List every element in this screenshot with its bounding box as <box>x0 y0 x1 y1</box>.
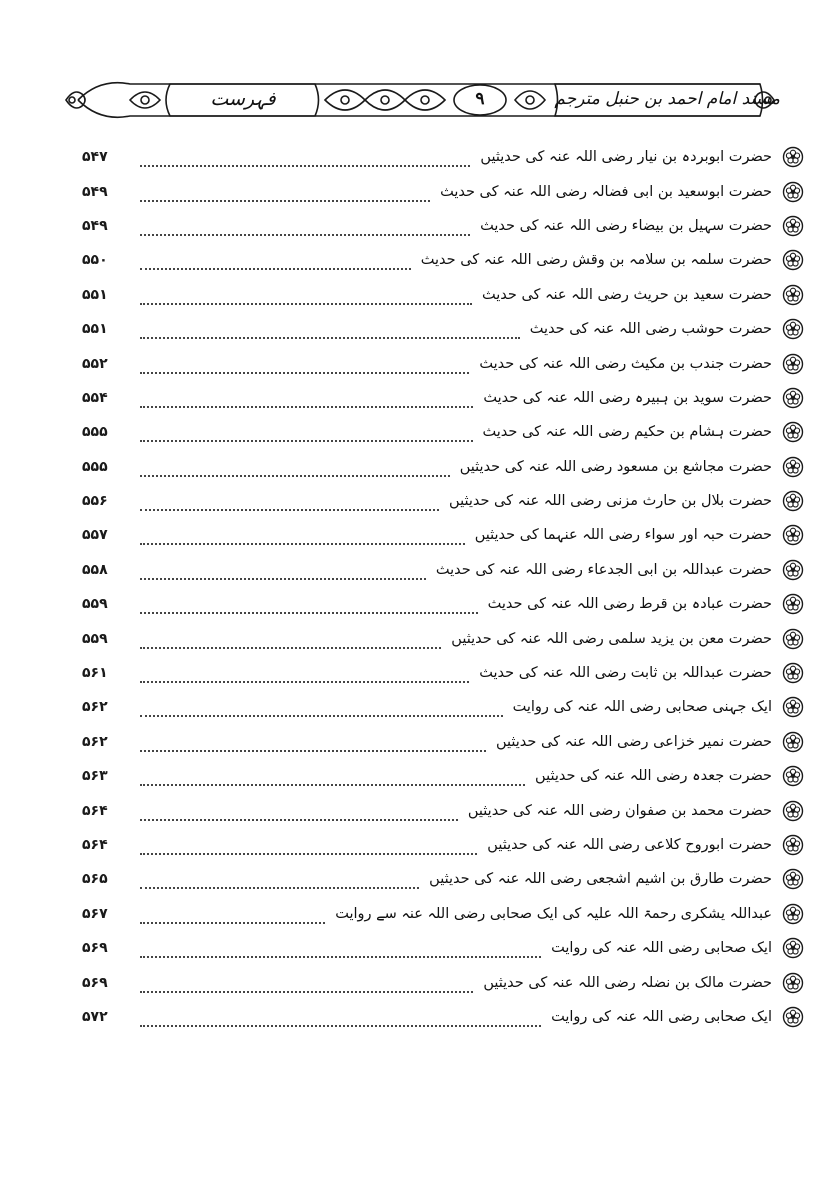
toc-entry-page: ۵۶۲ <box>82 733 108 750</box>
toc-entry-page: ۵۶۹ <box>82 940 108 957</box>
dot-leader <box>140 910 325 924</box>
toc-entry-title: حضرت سوید بن ہبیرہ رضی اللہ عنہ کی حدیث <box>483 389 772 406</box>
dot-leader <box>140 703 503 717</box>
flower-bullet-icon <box>782 421 804 443</box>
toc-entry[interactable] <box>82 897 804 931</box>
flower-bullet-icon <box>782 1006 804 1028</box>
toc-entry-page: ۵۴۹ <box>82 183 108 200</box>
dot-leader <box>140 291 472 305</box>
dot-leader <box>140 841 477 855</box>
dot-leader <box>140 463 450 477</box>
toc-entry-page: ۵۷۲ <box>82 1008 108 1025</box>
flower-bullet-icon <box>782 456 804 478</box>
flower-bullet-icon <box>782 868 804 890</box>
toc-entry[interactable] <box>82 209 804 243</box>
toc-entry-page: ۵۵۲ <box>82 355 108 372</box>
flower-bullet-icon <box>782 937 804 959</box>
dot-leader <box>140 153 470 167</box>
flower-bullet-icon <box>782 215 804 237</box>
toc-entry[interactable] <box>82 725 804 759</box>
page-header <box>60 70 780 130</box>
flower-bullet-icon <box>782 249 804 271</box>
flower-bullet-icon <box>782 903 804 925</box>
flower-bullet-icon <box>782 593 804 615</box>
toc-entry[interactable] <box>82 450 804 484</box>
dot-leader <box>140 256 411 270</box>
toc-entry-title: حضرت سعید بن حریث رضی اللہ عنہ کی حدیث <box>481 286 772 303</box>
toc-entry-title: ایک صحابی رضی اللہ عنہ کی روایت <box>551 940 772 957</box>
flower-bullet-icon <box>782 972 804 994</box>
toc-entry-title: حضرت ابوبردہ بن نیار رضی اللہ عنہ کی حدیثیں <box>480 149 772 166</box>
toc-entry[interactable] <box>82 759 804 793</box>
toc-entry-page: ۵۵۱ <box>82 321 108 338</box>
toc-entry-page: ۵۵۶ <box>82 493 108 510</box>
toc-entry[interactable] <box>82 793 804 827</box>
dot-leader <box>140 188 430 202</box>
toc-entry-title: حضرت عبداللہ بن ابی الجدعاء رضی اللہ عنہ کی حدیث <box>435 561 772 578</box>
toc-entry-title: حضرت جعدہ رضی اللہ عنہ کی حدیثیں <box>535 768 772 785</box>
dot-leader <box>140 875 419 889</box>
toc-entry-title: حضرت جندب بن مکیث رضی اللہ عنہ کی حدیث <box>479 355 772 372</box>
dot-leader <box>140 325 520 339</box>
toc-entry-title: حضرت ہشام بن حکیم رضی اللہ عنہ کی حدیث <box>482 424 772 441</box>
book-title: مسند امام احمد بن حنبل مترجم <box>554 89 780 109</box>
toc-entry[interactable] <box>82 243 804 277</box>
toc-entry[interactable] <box>82 278 804 312</box>
toc-entry[interactable] <box>82 415 804 449</box>
dot-leader <box>140 635 441 649</box>
dot-leader <box>140 807 458 821</box>
toc-entry-page: ۵۴۹ <box>82 217 108 234</box>
flower-bullet-icon <box>782 284 804 306</box>
toc-entry-page: ۵۶۲ <box>82 699 108 716</box>
flower-bullet-icon <box>782 800 804 822</box>
toc-entry-title: حضرت عبداللہ بن ثابت رضی اللہ عنہ کی حدیث <box>479 665 772 682</box>
toc-entry[interactable] <box>82 656 804 690</box>
dot-leader <box>140 738 486 752</box>
flower-bullet-icon <box>782 834 804 856</box>
toc-entry-title: حضرت ابوسعید بن ابی فضالہ رضی اللہ عنہ کی حدیث <box>440 183 772 200</box>
toc-entry-title: عبداللہ یشکری رحمۃ اللہ علیہ کی ایک صحابی رضی اللہ عنہ سے روایت <box>335 905 772 922</box>
toc-entry[interactable] <box>82 862 804 896</box>
flower-bullet-icon <box>782 524 804 546</box>
dot-leader <box>140 531 465 545</box>
toc-entry-page: ۵۶۱ <box>82 665 108 682</box>
toc-entry-page: ۵۶۴ <box>82 802 108 819</box>
flower-bullet-icon <box>782 318 804 340</box>
dot-leader <box>140 1013 541 1027</box>
toc-entry[interactable] <box>82 965 804 999</box>
toc-entry-page: ۵۶۴ <box>82 837 108 853</box>
flower-bullet-icon <box>782 662 804 684</box>
toc-entry[interactable] <box>82 484 804 518</box>
toc-entry[interactable] <box>82 587 804 621</box>
toc-entry-title: حضرت محمد بن صفوان رضی اللہ عنہ کی حدیثیں <box>467 802 772 819</box>
toc-entry-page: ۵۴۷ <box>82 149 108 166</box>
toc-entry-title: حضرت طارق بن اشیم اشجعی رضی اللہ عنہ کی حدیثیں <box>429 871 772 888</box>
flower-bullet-icon <box>782 731 804 753</box>
flower-bullet-icon <box>782 387 804 409</box>
toc-entry[interactable] <box>82 931 804 965</box>
toc-entry[interactable] <box>82 621 804 655</box>
toc-entry-title: حضرت ابوروح کلاعی رضی اللہ عنہ کی حدیثیں <box>487 837 772 853</box>
toc-entry-title: حضرت مجاشع بن مسعود رضی اللہ عنہ کی حدیثیں <box>459 458 772 475</box>
toc-entry-page: ۵۶۹ <box>82 974 108 991</box>
flower-bullet-icon <box>782 559 804 581</box>
toc-entry[interactable] <box>82 381 804 415</box>
toc-entry-page: ۵۵۹ <box>82 596 108 613</box>
toc-entry-page: ۵۶۵ <box>82 871 108 888</box>
toc-entry-title: حضرت حبہ اور سواء رضی اللہ عنہما کی حدیثیں <box>474 527 772 544</box>
toc-entry[interactable] <box>82 828 804 862</box>
toc-entry-title: ایک صحابی رضی اللہ عنہ کی روایت <box>551 1008 772 1025</box>
toc-entry[interactable] <box>82 518 804 552</box>
header-page-number: ۹ <box>475 89 485 109</box>
dot-leader <box>140 600 478 614</box>
flower-bullet-icon <box>782 353 804 375</box>
table-of-contents <box>82 140 804 1034</box>
toc-entry-page: ۵۵۹ <box>82 630 108 647</box>
toc-entry-page: ۵۵۸ <box>82 561 108 578</box>
toc-entry-page: ۵۵۱ <box>82 286 108 303</box>
dot-leader <box>140 566 426 580</box>
toc-entry-page: ۵۵۵ <box>82 458 108 475</box>
toc-entry[interactable] <box>82 690 804 724</box>
toc-entry[interactable] <box>82 312 804 346</box>
dot-leader <box>140 394 473 408</box>
dot-leader <box>140 428 473 442</box>
toc-entry[interactable] <box>82 140 804 174</box>
toc-entry-page: ۵۵۰ <box>82 252 108 269</box>
toc-entry-page: ۵۵۷ <box>82 527 108 544</box>
toc-entry-title: حضرت نمیر خزاعی رضی اللہ عنہ کی حدیثیں <box>495 733 772 750</box>
dot-leader <box>140 669 469 683</box>
flower-bullet-icon <box>782 181 804 203</box>
dot-leader <box>140 944 541 958</box>
dot-leader <box>140 360 469 374</box>
toc-entry-page: ۵۶۳ <box>82 768 108 785</box>
dot-leader <box>140 222 470 236</box>
dot-leader <box>140 772 525 786</box>
dot-leader <box>140 979 473 993</box>
flower-bullet-icon <box>782 146 804 168</box>
toc-entry-title: حضرت سہیل بن بیضاء رضی اللہ عنہ کی حدیث <box>480 217 772 234</box>
toc-entry-title: حضرت معن بن یزید سلمی رضی اللہ عنہ کی حدیثیں <box>451 630 772 647</box>
toc-entry-page: ۵۵۵ <box>82 424 108 441</box>
toc-entry-title: ایک جہنی صحابی رضی اللہ عنہ کی روایت <box>512 699 772 716</box>
toc-entry[interactable] <box>82 553 804 587</box>
toc-entry-title: حضرت حوشب رضی اللہ عنہ کی حدیث <box>529 321 772 338</box>
flower-bullet-icon <box>782 765 804 787</box>
toc-entry-title: حضرت بلال بن حارث مزنی رضی اللہ عنہ کی حدیثیں <box>449 493 772 510</box>
flower-bullet-icon <box>782 628 804 650</box>
flower-bullet-icon <box>782 696 804 718</box>
dot-leader <box>140 497 439 511</box>
toc-entry-title: حضرت عبادہ بن قرط رضی اللہ عنہ کی حدیث <box>487 596 772 613</box>
toc-entry[interactable] <box>82 1000 804 1034</box>
toc-entry-title: حضرت مالک بن نضلہ رضی اللہ عنہ کی حدیثیں <box>483 974 772 991</box>
toc-entry[interactable] <box>82 346 804 380</box>
toc-entry-page: ۵۵۴ <box>82 389 108 406</box>
toc-entry-page: ۵۶۷ <box>82 905 108 922</box>
flower-bullet-icon <box>782 490 804 512</box>
toc-entry[interactable] <box>82 174 804 208</box>
section-title: فہرست <box>210 88 276 110</box>
toc-entry-title: حضرت سلمہ بن سلامہ بن وقش رضی اللہ عنہ کی حدیث <box>420 252 772 269</box>
